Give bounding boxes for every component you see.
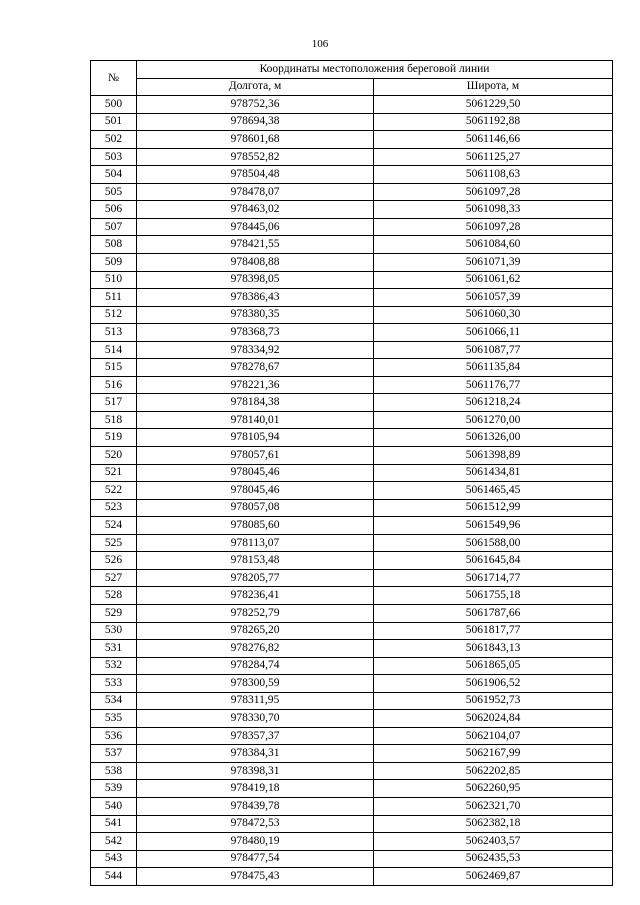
point-number-cell: 530 [91, 622, 137, 640]
table-row [91, 113, 613, 131]
latitude-cell: 5061952,73 [374, 692, 613, 710]
table-row [91, 692, 613, 710]
longitude-cell: 978480,19 [137, 833, 374, 851]
point-number-cell: 507 [91, 218, 137, 236]
point-number-cell: 501 [91, 113, 137, 131]
point-number-cell: 512 [91, 306, 137, 324]
point-number-cell: 500 [91, 96, 137, 114]
table-row [91, 727, 613, 745]
longitude-cell: 978439,78 [137, 797, 374, 815]
latitude-cell: 5061906,52 [374, 675, 613, 693]
point-number-cell: 534 [91, 692, 137, 710]
point-number-cell: 505 [91, 183, 137, 201]
longitude-cell: 978300,59 [137, 675, 374, 693]
point-number-cell: 527 [91, 569, 137, 587]
latitude-cell: 5061549,96 [374, 517, 613, 535]
table-row [91, 499, 613, 517]
longitude-cell: 978357,37 [137, 727, 374, 745]
longitude-cell: 978252,79 [137, 604, 374, 622]
longitude-cell: 978221,36 [137, 376, 374, 394]
point-number-cell: 520 [91, 447, 137, 465]
point-number-cell: 542 [91, 833, 137, 851]
column-header-longitude: Долгота, м [137, 78, 374, 96]
column-group-header-coordinates: Координаты местоположения береговой линии [137, 61, 613, 79]
longitude-cell: 978236,41 [137, 587, 374, 605]
longitude-cell: 978105,94 [137, 429, 374, 447]
latitude-cell: 5061071,39 [374, 254, 613, 272]
latitude-cell: 5061787,66 [374, 604, 613, 622]
table-row [91, 359, 613, 377]
table-row [91, 622, 613, 640]
longitude-cell: 978057,61 [137, 447, 374, 465]
latitude-cell: 5061398,89 [374, 447, 613, 465]
longitude-cell: 978284,74 [137, 657, 374, 675]
latitude-cell: 5061087,77 [374, 341, 613, 359]
point-number-cell: 528 [91, 587, 137, 605]
latitude-cell: 5062202,85 [374, 762, 613, 780]
latitude-cell: 5061066,11 [374, 324, 613, 342]
point-number-cell: 526 [91, 552, 137, 570]
table-body [91, 96, 613, 886]
point-number-cell: 531 [91, 640, 137, 658]
longitude-cell: 978419,18 [137, 780, 374, 798]
table-row [91, 482, 613, 500]
point-number-cell: 519 [91, 429, 137, 447]
latitude-cell: 5061108,63 [374, 166, 613, 184]
point-number-cell: 529 [91, 604, 137, 622]
table-row [91, 96, 613, 114]
table-row [91, 183, 613, 201]
table-row [91, 710, 613, 728]
table-row [91, 254, 613, 272]
latitude-cell: 5061097,28 [374, 183, 613, 201]
table-row [91, 306, 613, 324]
latitude-cell: 5061135,84 [374, 359, 613, 377]
table-row [91, 324, 613, 342]
point-number-cell: 535 [91, 710, 137, 728]
table-row [91, 131, 613, 149]
point-number-cell: 502 [91, 131, 137, 149]
longitude-cell: 978552,82 [137, 148, 374, 166]
table-row [91, 675, 613, 693]
longitude-cell: 978311,95 [137, 692, 374, 710]
longitude-cell: 978694,38 [137, 113, 374, 131]
latitude-cell: 5062024,84 [374, 710, 613, 728]
longitude-cell: 978601,68 [137, 131, 374, 149]
longitude-cell: 978380,35 [137, 306, 374, 324]
table-header-row [91, 61, 613, 79]
latitude-cell: 5061465,45 [374, 482, 613, 500]
point-number-cell: 522 [91, 482, 137, 500]
longitude-cell: 978398,31 [137, 762, 374, 780]
point-number-cell: 504 [91, 166, 137, 184]
point-number-cell: 524 [91, 517, 137, 535]
table-row [91, 166, 613, 184]
point-number-cell: 513 [91, 324, 137, 342]
latitude-cell: 5061229,50 [374, 96, 613, 114]
point-number-cell: 536 [91, 727, 137, 745]
table-row [91, 850, 613, 868]
latitude-cell: 5061061,62 [374, 271, 613, 289]
table-row [91, 394, 613, 412]
longitude-cell: 978265,20 [137, 622, 374, 640]
point-number-cell: 508 [91, 236, 137, 254]
point-number-cell: 540 [91, 797, 137, 815]
table-row [91, 797, 613, 815]
column-header-latitude: Широта, м [374, 78, 613, 96]
longitude-cell: 978752,36 [137, 96, 374, 114]
point-number-cell: 511 [91, 289, 137, 307]
latitude-cell: 5061084,60 [374, 236, 613, 254]
point-number-cell: 506 [91, 201, 137, 219]
point-number-cell: 515 [91, 359, 137, 377]
table-row [91, 745, 613, 763]
latitude-cell: 5062321,70 [374, 797, 613, 815]
point-number-cell: 514 [91, 341, 137, 359]
longitude-cell: 978408,88 [137, 254, 374, 272]
longitude-cell: 978445,06 [137, 218, 374, 236]
longitude-cell: 978504,48 [137, 166, 374, 184]
point-number-cell: 543 [91, 850, 137, 868]
table-row [91, 201, 613, 219]
table-row [91, 517, 613, 535]
table-subheader-row [91, 78, 613, 96]
point-number-cell: 537 [91, 745, 137, 763]
point-number-cell: 503 [91, 148, 137, 166]
latitude-cell: 5062104,07 [374, 727, 613, 745]
table-row [91, 148, 613, 166]
coordinates-table [90, 60, 613, 886]
point-number-cell: 510 [91, 271, 137, 289]
latitude-cell: 5061755,18 [374, 587, 613, 605]
latitude-cell: 5061057,39 [374, 289, 613, 307]
longitude-cell: 978421,55 [137, 236, 374, 254]
latitude-cell: 5061192,88 [374, 113, 613, 131]
point-number-cell: 544 [91, 868, 137, 886]
longitude-cell: 978153,48 [137, 552, 374, 570]
latitude-cell: 5062382,18 [374, 815, 613, 833]
point-number-cell: 532 [91, 657, 137, 675]
point-number-cell: 523 [91, 499, 137, 517]
latitude-cell: 5061434,81 [374, 464, 613, 482]
point-number-cell: 538 [91, 762, 137, 780]
longitude-cell: 978384,31 [137, 745, 374, 763]
latitude-cell: 5061326,00 [374, 429, 613, 447]
latitude-cell: 5061714,77 [374, 569, 613, 587]
table-row [91, 762, 613, 780]
latitude-cell: 5061146,66 [374, 131, 613, 149]
longitude-cell: 978045,46 [137, 482, 374, 500]
latitude-cell: 5062469,87 [374, 868, 613, 886]
latitude-cell: 5061645,84 [374, 552, 613, 570]
longitude-cell: 978330,70 [137, 710, 374, 728]
longitude-cell: 978276,82 [137, 640, 374, 658]
latitude-cell: 5061097,28 [374, 218, 613, 236]
longitude-cell: 978475,43 [137, 868, 374, 886]
table-row [91, 780, 613, 798]
table-row [91, 218, 613, 236]
table-row [91, 604, 613, 622]
longitude-cell: 978386,43 [137, 289, 374, 307]
table-row [91, 464, 613, 482]
longitude-cell: 978472,53 [137, 815, 374, 833]
latitude-cell: 5061270,00 [374, 411, 613, 429]
table-row [91, 271, 613, 289]
longitude-cell: 978057,08 [137, 499, 374, 517]
latitude-cell: 5062167,99 [374, 745, 613, 763]
latitude-cell: 5062435,53 [374, 850, 613, 868]
longitude-cell: 978463,02 [137, 201, 374, 219]
point-number-cell: 509 [91, 254, 137, 272]
latitude-cell: 5061125,27 [374, 148, 613, 166]
longitude-cell: 978334,92 [137, 341, 374, 359]
longitude-cell: 978140,01 [137, 411, 374, 429]
table-row [91, 341, 613, 359]
point-number-cell: 517 [91, 394, 137, 412]
column-header-number: № [91, 61, 137, 96]
table-row [91, 289, 613, 307]
table-row [91, 569, 613, 587]
longitude-cell: 978184,38 [137, 394, 374, 412]
table-row [91, 657, 613, 675]
latitude-cell: 5061060,30 [374, 306, 613, 324]
table-header [91, 61, 613, 96]
longitude-cell: 978478,07 [137, 183, 374, 201]
longitude-cell: 978278,67 [137, 359, 374, 377]
latitude-cell: 5061176,77 [374, 376, 613, 394]
longitude-cell: 978205,77 [137, 569, 374, 587]
longitude-cell: 978045,46 [137, 464, 374, 482]
table-row [91, 411, 613, 429]
longitude-cell: 978398,05 [137, 271, 374, 289]
longitude-cell: 978085,60 [137, 517, 374, 535]
longitude-cell: 978113,07 [137, 534, 374, 552]
latitude-cell: 5061512,99 [374, 499, 613, 517]
table-row [91, 236, 613, 254]
latitude-cell: 5062260,95 [374, 780, 613, 798]
page-number: 106 [311, 38, 329, 50]
table-row [91, 815, 613, 833]
latitude-cell: 5062403,57 [374, 833, 613, 851]
table-row [91, 587, 613, 605]
point-number-cell: 541 [91, 815, 137, 833]
point-number-cell: 533 [91, 675, 137, 693]
table-row [91, 534, 613, 552]
latitude-cell: 5061098,33 [374, 201, 613, 219]
point-number-cell: 539 [91, 780, 137, 798]
table-row [91, 640, 613, 658]
table-row [91, 552, 613, 570]
table-row [91, 833, 613, 851]
table-row [91, 376, 613, 394]
latitude-cell: 5061218,24 [374, 394, 613, 412]
latitude-cell: 5061817,77 [374, 622, 613, 640]
longitude-cell: 978368,73 [137, 324, 374, 342]
table-row [91, 868, 613, 886]
point-number-cell: 516 [91, 376, 137, 394]
point-number-cell: 525 [91, 534, 137, 552]
point-number-cell: 521 [91, 464, 137, 482]
latitude-cell: 5061588,00 [374, 534, 613, 552]
latitude-cell: 5061843,13 [374, 640, 613, 658]
longitude-cell: 978477,54 [137, 850, 374, 868]
latitude-cell: 5061865,05 [374, 657, 613, 675]
point-number-cell: 518 [91, 411, 137, 429]
table-row [91, 447, 613, 465]
table-row [91, 429, 613, 447]
